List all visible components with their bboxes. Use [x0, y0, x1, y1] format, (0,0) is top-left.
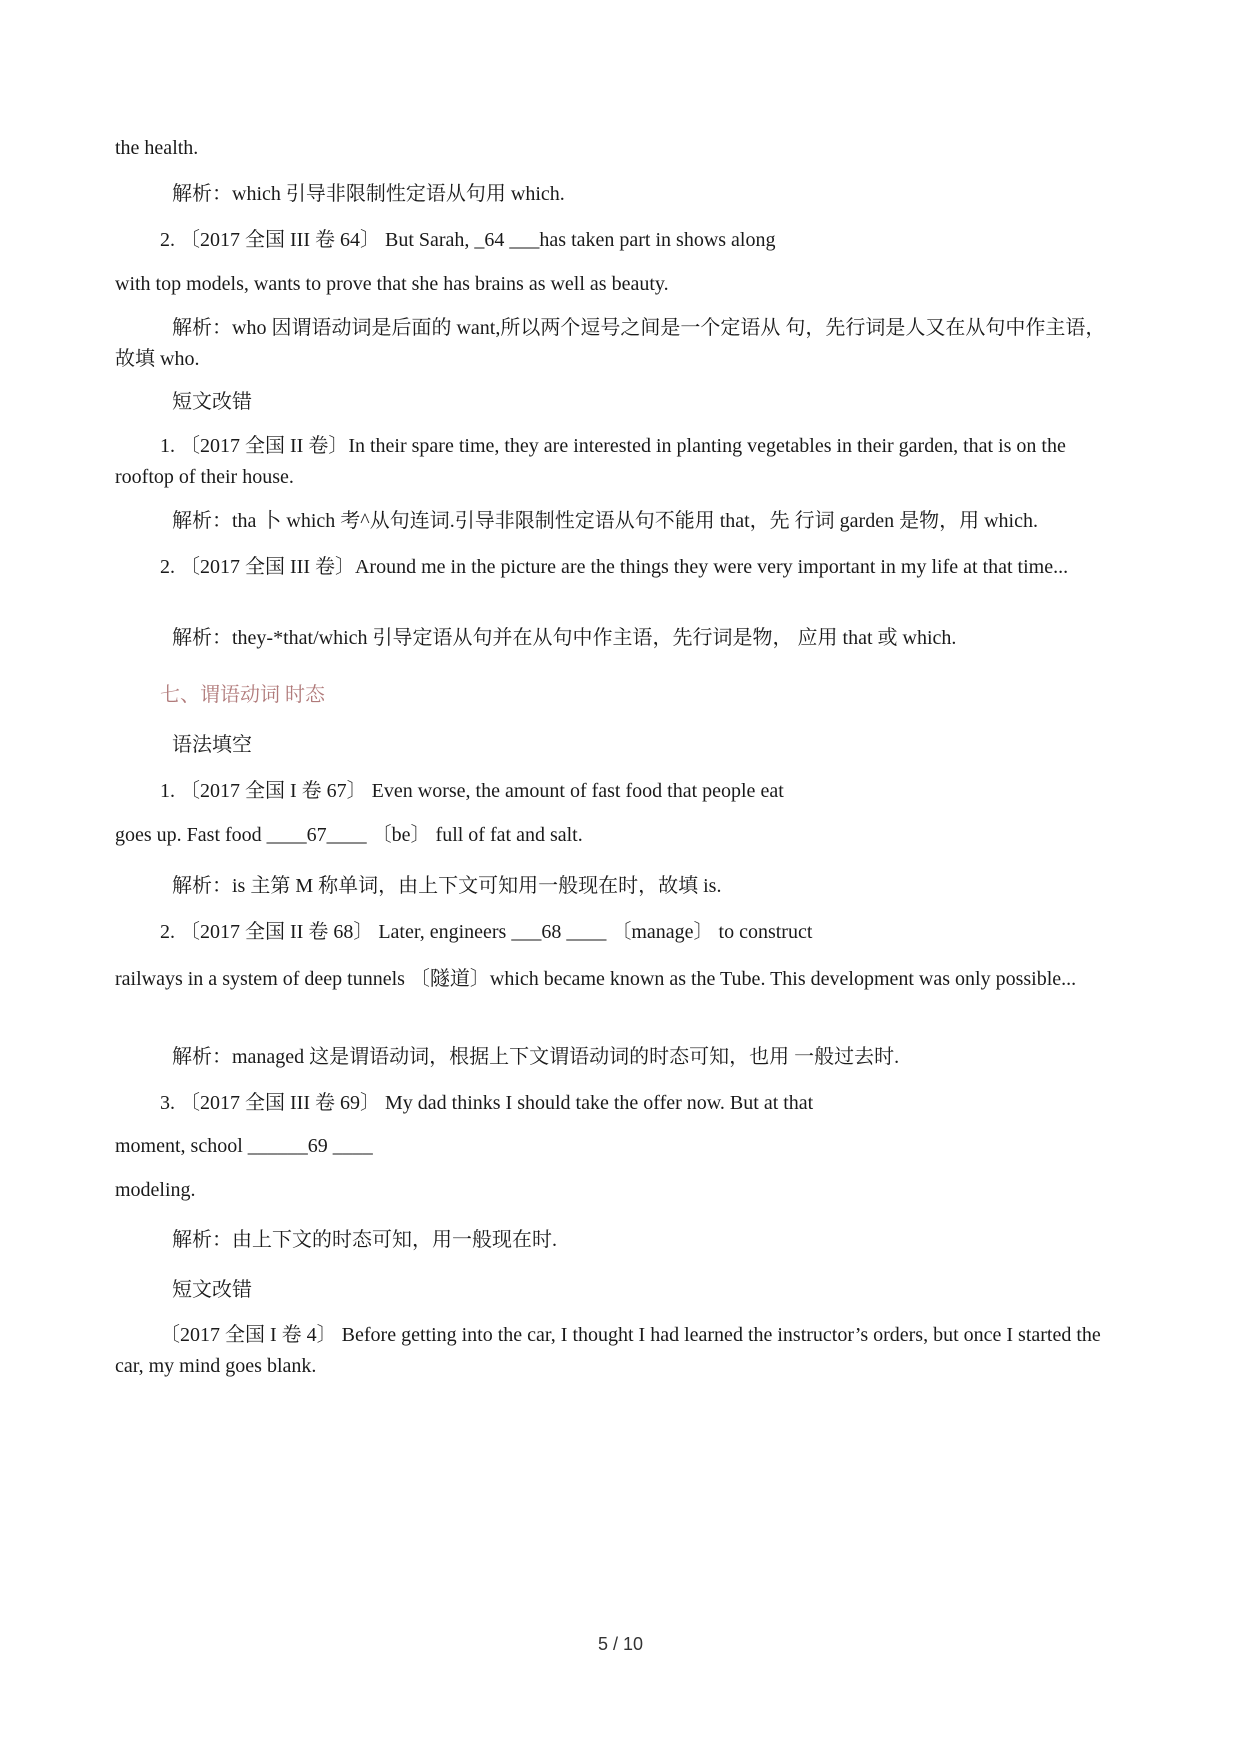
question-paragraph: 〔2017 全国 I 卷 4〕 Before getting into the car, I thought I had learned the instructor’s orders, but once I started the car, my mind goes blank. — [115, 1324, 1101, 1377]
section-heading: 七、谓语动词 时态 — [160, 684, 325, 706]
analysis-line: 解析：they-*that/which 引导定语从句并在从句中作主语，先行词是物， 应用 that 或 which. — [172, 627, 957, 649]
text-paragraph: railways in a system of deep tunnels 〔隧道〕which became known as the Tube. This development was only possible... — [115, 968, 1077, 990]
question-paragraph: 1. 〔2017 全国 II 卷〕In their spare time, they are interested in planting vegetables in their garden, that is on the rooftop of their house. — [115, 435, 1066, 488]
analysis-line: 解析：managed 这是谓语动词，根据上下文谓语动词的时态可知，也用 一般过去时. — [172, 1046, 900, 1068]
page-number: 5 / 10 — [597, 1634, 644, 1654]
analysis-line: 解析：tha 卜 which 考^从句连词.引导非限制性定语从句不能用 that，先 行词 garden 是物，用 which. — [172, 510, 1038, 532]
section-label: 短文改错 — [172, 1279, 252, 1301]
text-line: moment, school ______69 ____ — [115, 1135, 373, 1157]
section-label: 语法填空 — [172, 734, 252, 756]
question-paragraph: 2. 〔2017 全国 III 卷〕Around me in the picture are the things they were very important in my life at that time... — [160, 556, 1069, 578]
question-line: 2. 〔2017 全国 II 卷 68〕 Later, engineers ___68 ____ 〔manage〕 to construct — [160, 921, 813, 943]
question-line: 2. 〔2017 全国 III 卷 64〕 But Sarah, _64 ___has taken part in shows along — [160, 229, 776, 251]
section-label: 短文改错 — [172, 391, 252, 413]
analysis-line: 解析：is 主第 M 称单词，由上下文可知用一般现在时，故填 is. — [172, 875, 722, 897]
text-line: goes up. Fast food ____67____ 〔be〕 full of fat and salt. — [115, 824, 583, 846]
analysis-paragraph: 解析：who 因谓语动词是后面的 want,所以两个逗号之间是一个定语从 句，先行词是人又在从句中作主语，故填 who. — [115, 317, 1106, 370]
text-line: modeling. — [115, 1179, 196, 1201]
question-line: 1. 〔2017 全国 I 卷 67〕 Even worse, the amount of fast food that people eat — [160, 780, 784, 802]
text-line: the health. — [115, 137, 199, 159]
analysis-line: 解析：由上下文的时态可知，用一般现在时. — [172, 1229, 557, 1251]
analysis-line: 解析：which 引导非限制性定语从句用 which. — [172, 183, 565, 205]
question-line: 3. 〔2017 全国 III 卷 69〕 My dad thinks I should take the offer now. But at that — [160, 1092, 814, 1114]
text-line: with top models, wants to prove that she has brains as well as beauty. — [115, 273, 669, 295]
